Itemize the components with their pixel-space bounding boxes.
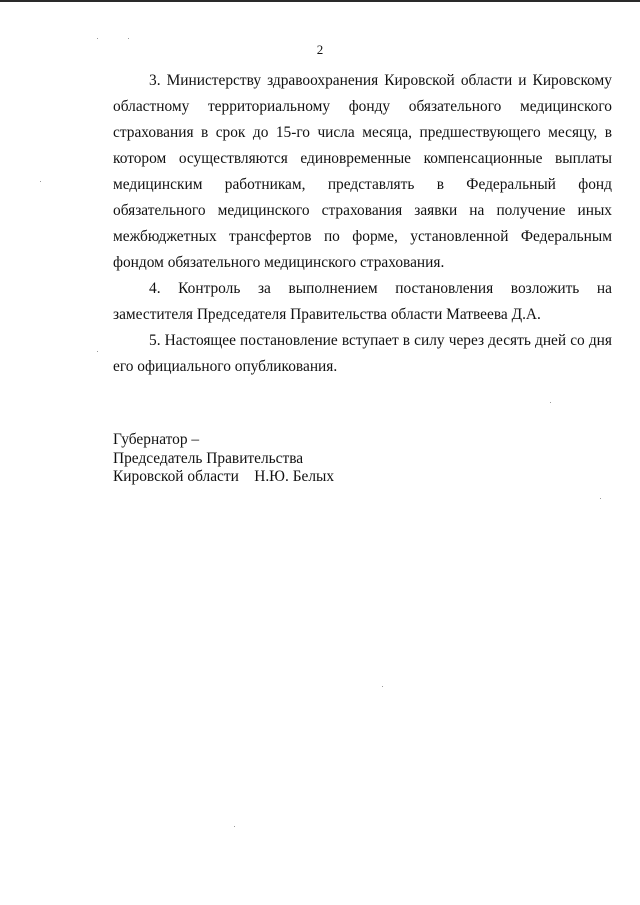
scan-speck <box>234 826 235 827</box>
signature-name: Кировской области Н.Ю. Белых <box>113 468 335 485</box>
paragraph-4: 4. Контроль за выполнением постановления возложить на заместителя Председателя Правительства области Матвеева Д.А. <box>113 280 612 323</box>
page-number: 2 <box>316 42 324 57</box>
signature-position: Председатель Правительства <box>113 449 304 467</box>
signature-block <box>113 431 334 487</box>
scan-speck <box>382 686 383 687</box>
paragraph-5: 5. Настоящее постановление вступает в силу через десять дней со дня его официального опубликования. <box>113 332 612 375</box>
scan-speck <box>97 351 98 352</box>
top-border-line <box>0 0 640 2</box>
scan-speck <box>97 38 98 39</box>
scan-speck <box>550 402 551 403</box>
scan-speck <box>128 38 129 39</box>
scan-speck <box>40 181 41 182</box>
signature-title: Губернатор – <box>113 431 200 448</box>
scan-speck <box>600 498 601 499</box>
document-body <box>113 68 612 380</box>
paragraph-3: 3. Министерству здравоохранения Кировской области и Кировскому областному территориальному фонду обязательного медицинского страхования в срок до 15-го числа месяца, предшествующего месяцу, в котором осуществляются единовременные компенсационные выплаты медицинским работникам, представлять в Федеральный фонд обязательного медицинского страхования заявки на получение иных межбюджетных трансфертов по форме, установленной Федеральным фондом обязательного медицинского страхования. <box>113 72 612 271</box>
